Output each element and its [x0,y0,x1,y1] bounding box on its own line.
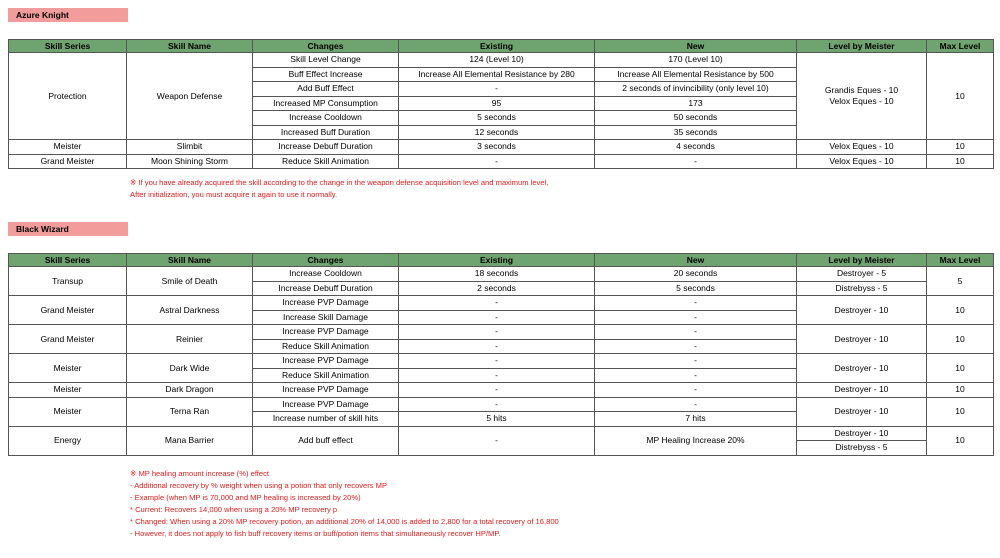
change-cell: Skill Level Change [253,53,399,68]
change-cell: Increase Cooldown [253,111,399,126]
skill-name-cell: Smile of Death [127,267,253,296]
existing-cell: 95 [399,96,595,111]
skill-name-cell: Slimbit [127,140,253,155]
existing-cell: 5 hits [399,412,595,427]
new-cell: 4 seconds [595,140,797,155]
new-cell: 2 seconds of invincibility (only level 10) [595,82,797,97]
change-cell: Increase Skill Damage [253,310,399,325]
new-cell: 50 seconds [595,111,797,126]
note-line: * Changed: When using a 20% MP recovery potion, an additional 20% of 14,000 is added to 2,800 for a total recovery of 16,800 [130,517,559,526]
header-new: New [595,254,797,267]
max-level-cell: 10 [927,53,994,140]
existing-cell: 3 seconds [399,140,595,155]
existing-cell: - [399,296,595,311]
new-cell: 35 seconds [595,125,797,140]
max-level-cell: 10 [927,296,994,325]
max-level-cell: 10 [927,397,994,426]
skill-name-cell: Terna Ran [127,397,253,426]
level-by-meister-cell: Velox Eques - 10 [797,154,927,169]
new-cell: 7 hits [595,412,797,427]
skill-name-cell: Moon Shining Storm [127,154,253,169]
new-cell: - [595,325,797,340]
header-level-by-meister: Level by Meister [797,254,927,267]
max-level-cell: 10 [927,154,994,169]
max-level-cell: 10 [927,140,994,155]
table-row [9,325,994,340]
header-skill-name: Skill Name [127,254,253,267]
new-cell: - [595,368,797,383]
existing-cell: - [399,339,595,354]
note-line: ※ If you have already acquired the skill according to the change in the weapon defense acquisition level and maximum level, [130,178,549,187]
level-by-meister-cell: Destroyer - 5 [797,267,927,282]
skill-name-cell: Dark Dragon [127,383,253,398]
new-cell: 20 seconds [595,267,797,282]
skill-name-cell: Weapon Defense [127,53,253,140]
new-cell: - [595,296,797,311]
new-cell: - [595,354,797,369]
table-row [9,426,994,441]
header-max-level: Max Level [927,40,994,53]
existing-cell: 5 seconds [399,111,595,126]
table-row [9,267,994,282]
new-cell: 5 seconds [595,281,797,296]
skill-series-cell: Meister [9,397,127,426]
skill-series-cell: Meister [9,383,127,398]
level-by-meister-cell: Destroyer - 10 [797,397,927,426]
max-level-cell: 5 [927,267,994,296]
change-cell: Increase Debuff Duration [253,140,399,155]
new-cell: Increase All Elemental Resistance by 500 [595,67,797,82]
skill-series-cell: Grand Meister [9,154,127,169]
change-cell: Reduce Skill Animation [253,154,399,169]
level-by-meister-cell [797,53,927,140]
header-existing: Existing [399,40,595,53]
skill-series-cell: Meister [9,354,127,383]
change-cell: Increase PVP Damage [253,397,399,412]
note-line: * Current: Recovers 14,000 when using a 20% MP recovery p [130,505,338,514]
change-cell: Increase PVP Damage [253,383,399,398]
skill-series-cell: Protection [9,53,127,140]
level-by-meister-cell: Distrebyss - 5 [797,281,927,296]
max-level-cell: 10 [927,383,994,398]
change-cell: Add Buff Effect [253,82,399,97]
max-level-cell: 10 [927,426,994,455]
skill-series-cell: Grand Meister [9,296,127,325]
max-level-cell: 10 [927,325,994,354]
table-row [9,397,994,412]
black-wizard-notes [130,468,559,540]
level-by-meister-cell: Destroyer - 10 [797,383,927,398]
header-changes: Changes [253,254,399,267]
meister-line: Velox Eques - 10 [829,96,894,106]
existing-cell: - [399,368,595,383]
note-line: - Example (when MP is 70,000 and MP healing is increased by 20%) [130,493,361,502]
new-cell: 170 (Level 10) [595,53,797,68]
change-cell: Increase Cooldown [253,267,399,282]
new-cell: MP Healing Increase 20% [595,426,797,455]
existing-cell: - [399,354,595,369]
level-by-meister-cell: Destroyer - 10 [797,296,927,325]
meister-line: Grandis Eques - 10 [824,85,899,95]
table-row [9,354,994,369]
change-cell: Reduce Skill Animation [253,339,399,354]
table-row [9,296,994,311]
section-title-black-wizard: Black Wizard [8,222,128,236]
note-line: After initialization, you must acquire it again to use it normally. [130,190,338,199]
change-cell: Increased MP Consumption [253,96,399,111]
change-cell: Increase PVP Damage [253,296,399,311]
existing-cell: - [399,397,595,412]
skill-series-cell: Meister [9,140,127,155]
change-cell: Buff Effect Increase [253,67,399,82]
change-cell: Increase Debuff Duration [253,281,399,296]
skill-name-cell: Dark Wide [127,354,253,383]
azure-knight-table [8,39,994,169]
table-row [9,154,994,169]
existing-cell: - [399,383,595,398]
new-cell: 173 [595,96,797,111]
skill-series-cell: Energy [9,426,127,455]
new-cell: - [595,339,797,354]
level-by-meister-cell: Destroyer - 10 [797,354,927,383]
skill-series-cell: Transup [9,267,127,296]
existing-cell: - [399,154,595,169]
change-cell: Add buff effect [253,426,399,455]
level-by-meister-cell: Destroyer - 10 [797,325,927,354]
header-new: New [595,40,797,53]
max-level-cell: 10 [927,354,994,383]
existing-cell: - [399,310,595,325]
level-by-meister-cell: Distrebyss - 5 [797,441,927,456]
header-skill-name: Skill Name [127,40,253,53]
change-cell: Increase PVP Damage [253,325,399,340]
level-by-meister-cell: Destroyer - 10 [797,426,927,441]
existing-cell: - [399,82,595,97]
header-max-level: Max Level [927,254,994,267]
existing-cell: - [399,325,595,340]
existing-cell: 18 seconds [399,267,595,282]
existing-cell: Increase All Elemental Resistance by 280 [399,67,595,82]
existing-cell: 124 (Level 10) [399,53,595,68]
table-row [9,53,994,68]
skill-name-cell: Reinier [127,325,253,354]
change-cell: Increased Buff Duration [253,125,399,140]
new-cell: - [595,383,797,398]
change-cell: Increase number of skill hits [253,412,399,427]
table-row [9,140,994,155]
new-cell: - [595,397,797,412]
note-line: - Additional recovery by % weight when using a potion that only recovers MP [130,481,388,490]
header-skill-series: Skill Series [9,254,127,267]
azure-knight-notes [130,177,548,201]
level-by-meister-cell: Velox Eques - 10 [797,140,927,155]
section-title-azure-knight: Azure Knight [8,8,128,22]
new-cell: - [595,154,797,169]
header-level-by-meister: Level by Meister [797,40,927,53]
note-line: - However, it does not apply to fish buff recovery items or buff/potion items that simultaneously recover HP/MP. [130,529,501,538]
existing-cell: - [399,426,595,455]
note-line: ※ MP healing amount increase (%) effect [130,469,270,478]
existing-cell: 12 seconds [399,125,595,140]
header-skill-series: Skill Series [9,40,127,53]
skill-name-cell: Astral Darkness [127,296,253,325]
skill-series-cell: Grand Meister [9,325,127,354]
table-header-row [9,40,994,53]
change-cell: Reduce Skill Animation [253,368,399,383]
black-wizard-table [8,253,994,456]
table-header-row [9,254,994,267]
table-row [9,383,994,398]
skill-name-cell: Mana Barrier [127,426,253,455]
new-cell: - [595,310,797,325]
header-existing: Existing [399,254,595,267]
existing-cell: 2 seconds [399,281,595,296]
header-changes: Changes [253,40,399,53]
change-cell: Increase PVP Damage [253,354,399,369]
